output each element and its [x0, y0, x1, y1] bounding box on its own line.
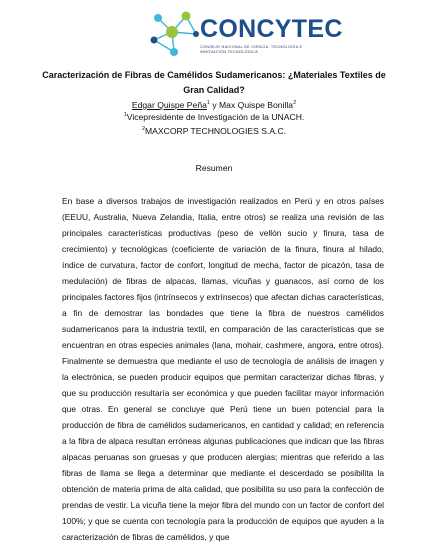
affiliation-2-text: MAXCORP TECHNOLOGIES S.A.C.	[145, 126, 287, 136]
author-1-superscript: 1	[206, 100, 210, 107]
affiliation-1-superscript: 1	[123, 112, 127, 119]
logo-wordmark: CONCYTEC	[200, 15, 343, 43]
affiliation-1	[40, 112, 388, 122]
affiliation-2	[40, 126, 388, 136]
affiliation-2-superscript: 2	[141, 126, 145, 133]
author-line	[40, 98, 388, 112]
author-name-2: y Max Quispe Bonilla	[209, 100, 294, 110]
author-2-superscript: 2	[293, 100, 297, 107]
paper-title: Caracterización de Fibras de Camélidos Sudamericanos: ¿Materiales Textiles de Gran Calidad?	[42, 70, 386, 95]
concytec-logo	[144, 8, 343, 64]
abstract-body: En base a diversos trabajos de investigación realizados en Perú y en otros países (EEUU, Australia, Nueva Zelandia, Italia, entre otros) se realiza una revisión de las principales características productivas (peso de vellón sucio y finura, tasa de crecimiento) y tecnológicas (coeficiente de variación de la finura, finura al hilado, índice de curvatura, factor de confort, longitud de mecha, factor de picazón, tasa de medulación) de fibras de alpacas, llamas, vicuñas y guanacos, así como de los principales factores fijos (intrínsecos y extrínsecos) que afectan dichas características, a fin de demostrar las bondades que tiene la fibra de nuestros camélidos sudamericanos para la industria textil, en comparación de las características que se encuentran en otras especies animales (lana, mohair, cashmere, angora, entre otros). Finalmente se demuestra que mediante el uso de tecnología de análisis de imagen y la electrónica, se pueden producir equipos que permitan caracterizar dichas fibras, y que su producción resultaría ser económica y que pueden facilitar mayor información que otras. En general se concluye que Perú tiene un buen potencial para la producción de fibra de camélidos sudamericanos, en cantidad y calidad; en referencia a la fibra de alpaca resultan erróneas algunas publicaciones que indican que las fibras alpacas peruanas son gruesas y que producen alergias; mientras que referido a las fibras de llama se llega a determinar que mediante el descerdado se posibilita la obtención de materia prima de alta calidad, que posibilita su uso para la confección de prendas de vestir. La vicuña tiene la mejor fibra del mundo con un factor de confort del 100%; y que se cuenta con tecnología para la producción de equipos que ayuden a la caracterización de fibras de camélidos, y que	[62, 196, 384, 542]
logo-subtitle: CONSEJO NACIONAL DE CIENCIA, TECNOLOGÍA E INNOVACIÓN TECNOLÓGICA	[200, 44, 303, 54]
author-name-1: Edgar Quispe Peña	[131, 100, 207, 110]
section-heading: Resumen	[195, 163, 233, 173]
network-icon	[144, 8, 202, 64]
affiliation-1-text: Vicepresidente de Investigación de la UNACH.	[126, 112, 305, 122]
